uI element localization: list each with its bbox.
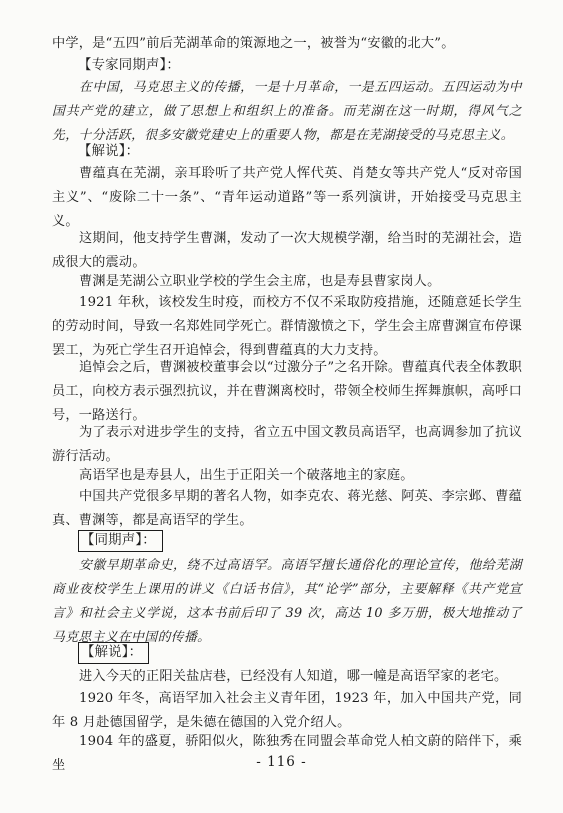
page-number: - 116 - (256, 754, 307, 770)
narration-paragraph: 曹渊是芜湖公立职业学校的学生会主席，也是寿县曹家岗人。 (79, 274, 441, 289)
narration-paragraph: 为了表示对进步学生的支持，省立五中国文教员高语罕，也高调参加了抗议游行活动。 (52, 425, 522, 464)
narration-paragraph: 1921 年秋，该校发生时疫，而校方不仅不采取防疫措施，还随意延长学生的劳动时间，导致一名郑姓同学死亡。群情激愤之下，学生会主席曹渊宣布停课罢工，为死亡学生召开追悼会，得到曹蕴真的大力支持。 (52, 295, 522, 358)
soundbite-quote-paragraph (52, 554, 522, 650)
paragraph-continuation: 中学，是“五四”前后芜湖革命的策源地之一，被誉为“安徽的北大”。 (52, 36, 455, 51)
narration-paragraph: 进入今天的正阳关盐店巷，已经没有人知道，哪一幢是高语罕家的老宅。 (79, 669, 508, 684)
soundbite-quote-text: 安徽早期革命史，绕不过高语罕。高语罕擅长通俗化的理论宣传，他给芜湖商业夜校学生上课用的讲义《白话书信》，其“论学”部分，主要解释《共产党宣言》和社会主义学说，这本书前后印了 39 次，高达 10 多万册，极大地推动了马克思主义在中国的传播。 (52, 558, 522, 645)
expert-quote-text: 在中国，马克思主义的传播，一是十月革命，一是五四运动。五四运动为中国共产党的建立，做了思想上和组织上的准备。而芜湖在这一时期，得风气之先，十分活跃，很多安徽党建史上的重要人物，都是在芜湖接受的马克思主义。 (52, 80, 522, 143)
narration-paragraph: 中国共产党很多早期的著名人物，如李克农、蒋光慈、阿英、李宗邺、曹蕴真、曹渊等，都是高语罕的学生。 (52, 489, 522, 528)
section-tag-soundbite: 【同期声】： (78, 530, 163, 552)
section-tag-expert-soundbite: 【专家同期声】： (78, 58, 181, 73)
expert-quote-paragraph (52, 76, 522, 148)
section-tag-narration-2: 【解说】： (78, 642, 149, 664)
section-tag-narration: 【解说】： (78, 144, 140, 159)
narration-paragraph: 1920 年冬，高语罕加入社会主义青年团，1923 年，加入中国共产党，同年 8 月赴德国留学，是朱德在德国的入党介绍人。 (52, 691, 522, 730)
narration-paragraph: 1904 年的盛夏，骄阳似火，陈独秀在同盟会革命党人柏文蔚的陪伴下，乘坐 (52, 734, 522, 773)
narration-paragraph: 追悼会之后，曹渊被校董事会以“过激分子”之名开除。曹蕴真代表全体教职员工，向校方表示强烈抗议，并在曹渊离校时，带领全校师生挥舞旗帜，高呼口号，一路送行。 (52, 360, 522, 423)
narration-paragraph: 这期间，他支持学生曹渊，发动了一次大规模学潮，给当时的芜湖社会，造成很大的震动。 (52, 231, 522, 270)
narration-paragraph: 曹蕴真在芜湖，亲耳聆听了共产党人恽代英、肖楚女等共产党人“反对帝国主义”、“废除二十一条”、“青年运动道路”等一系列演讲，开始接受马克思主义。 (52, 166, 522, 229)
narration-paragraph: 高语罕也是寿县人，出生于正阳关一个破落地主的家庭。 (79, 468, 414, 483)
